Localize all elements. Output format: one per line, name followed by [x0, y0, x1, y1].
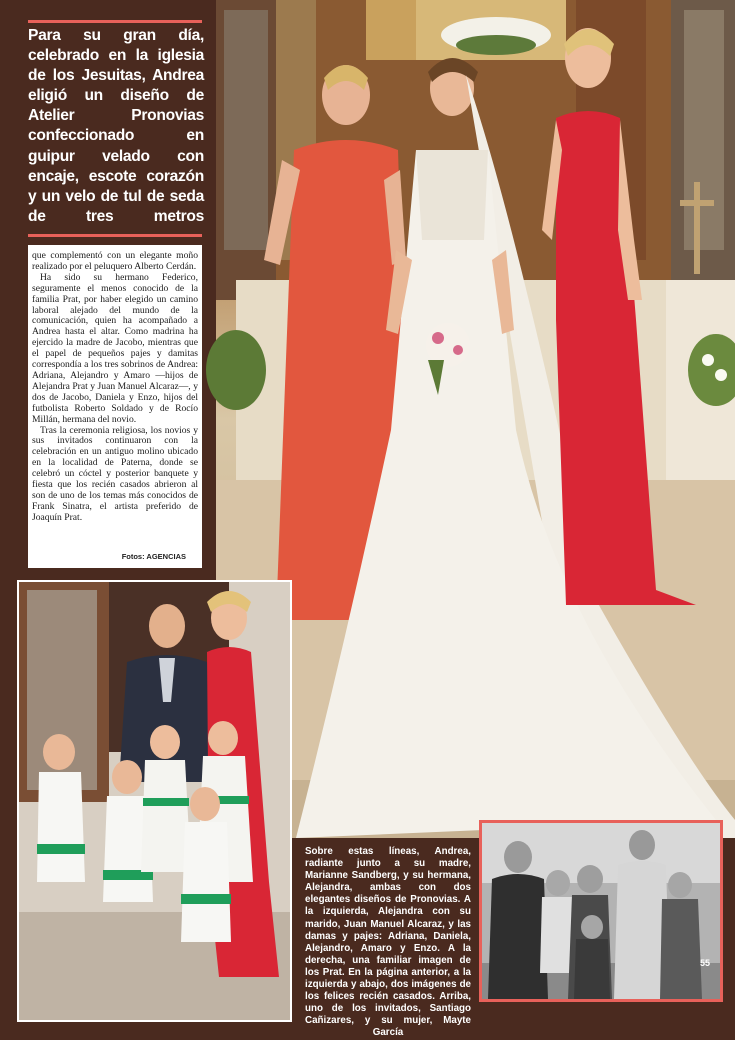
vintage-family-photo: [479, 820, 723, 1002]
left-column: [0, 0, 216, 578]
headline: Para su gran día, celebrado en la iglesia de los Jesuitas, Andrea eligió un diseño de Atelier Pronovias confeccionado en guipur velado con encaje, escote corazón y un velo de tul de seda de tres metros: [28, 27, 204, 225]
article-body: [32, 251, 198, 524]
headline-top-rule: [28, 20, 202, 23]
headline-bottom-rule: [28, 234, 202, 237]
photo-credit: Fotos: AGENCIAS: [121, 552, 186, 561]
main-wedding-photo: [216, 0, 735, 838]
body-paragraph: que complementó con un elegante moño realizado por el peluquero Alberto Cerdán.: [32, 250, 198, 272]
body-paragraph: Tras la ceremonia religiosa, los novios y sus invitados continuaron con la celebración en un antiguo molino ubicado en la localidad de Paterna, donde se celebró un cóctel y posterior banquete y fiesta que los recién casados abrieron al son de uno de los temas más conocidos de Frank Sinatra, el artista preferido de Joaquín Prat.: [32, 424, 198, 523]
family-photo-illustration: [19, 582, 290, 1020]
vintage-photo-illustration: [482, 823, 720, 999]
photo-caption: Sobre estas líneas, Andrea, radiante junto a su madre, Marianne Sandberg, y su hermana, Alejandra, ambas con dos elegantes diseños de Pronovias. A la izquierda, Alejandra con su marido, Juan Manuel Alcaraz, y las damas y pajes: Adriana, Daniela, Alejandro, Amaro y Enzo. A la derecha, una familiar imagen de los Prat. En la página anterior, a la izquierda y abajo, dos imágenes de los felices recién casados. Arriba, uno de los invitados, Santiago Cañizares, y su mujer, Mayte García: [305, 846, 471, 1039]
body-text-box: [28, 245, 202, 568]
body-paragraph: Ha sido su hermano Federico, seguramente el menos conocido de la familia Prat, por haber elegido un camino laboral alejado del mundo de la comunicación, quien ha acompañado a Andrea hasta el altar. Como madrina ha ejercido la madre de Jacobo, mientras que el papel de pequeños pajes y damitas correspondía a los tres sobrinos de Andrea: Adriana, Alejandro y Amaro —hijos de Alejandra Prat y Juan Manuel Alcaraz—, y dos de Jacobo, Daniela y Enzo, hijos del futbolista Roberto Soldado y de Rocío Millán, hermana del novio.: [32, 271, 198, 425]
page-number: 55: [700, 958, 711, 968]
family-photo: [17, 580, 292, 1022]
main-photo-illustration: [216, 0, 735, 838]
